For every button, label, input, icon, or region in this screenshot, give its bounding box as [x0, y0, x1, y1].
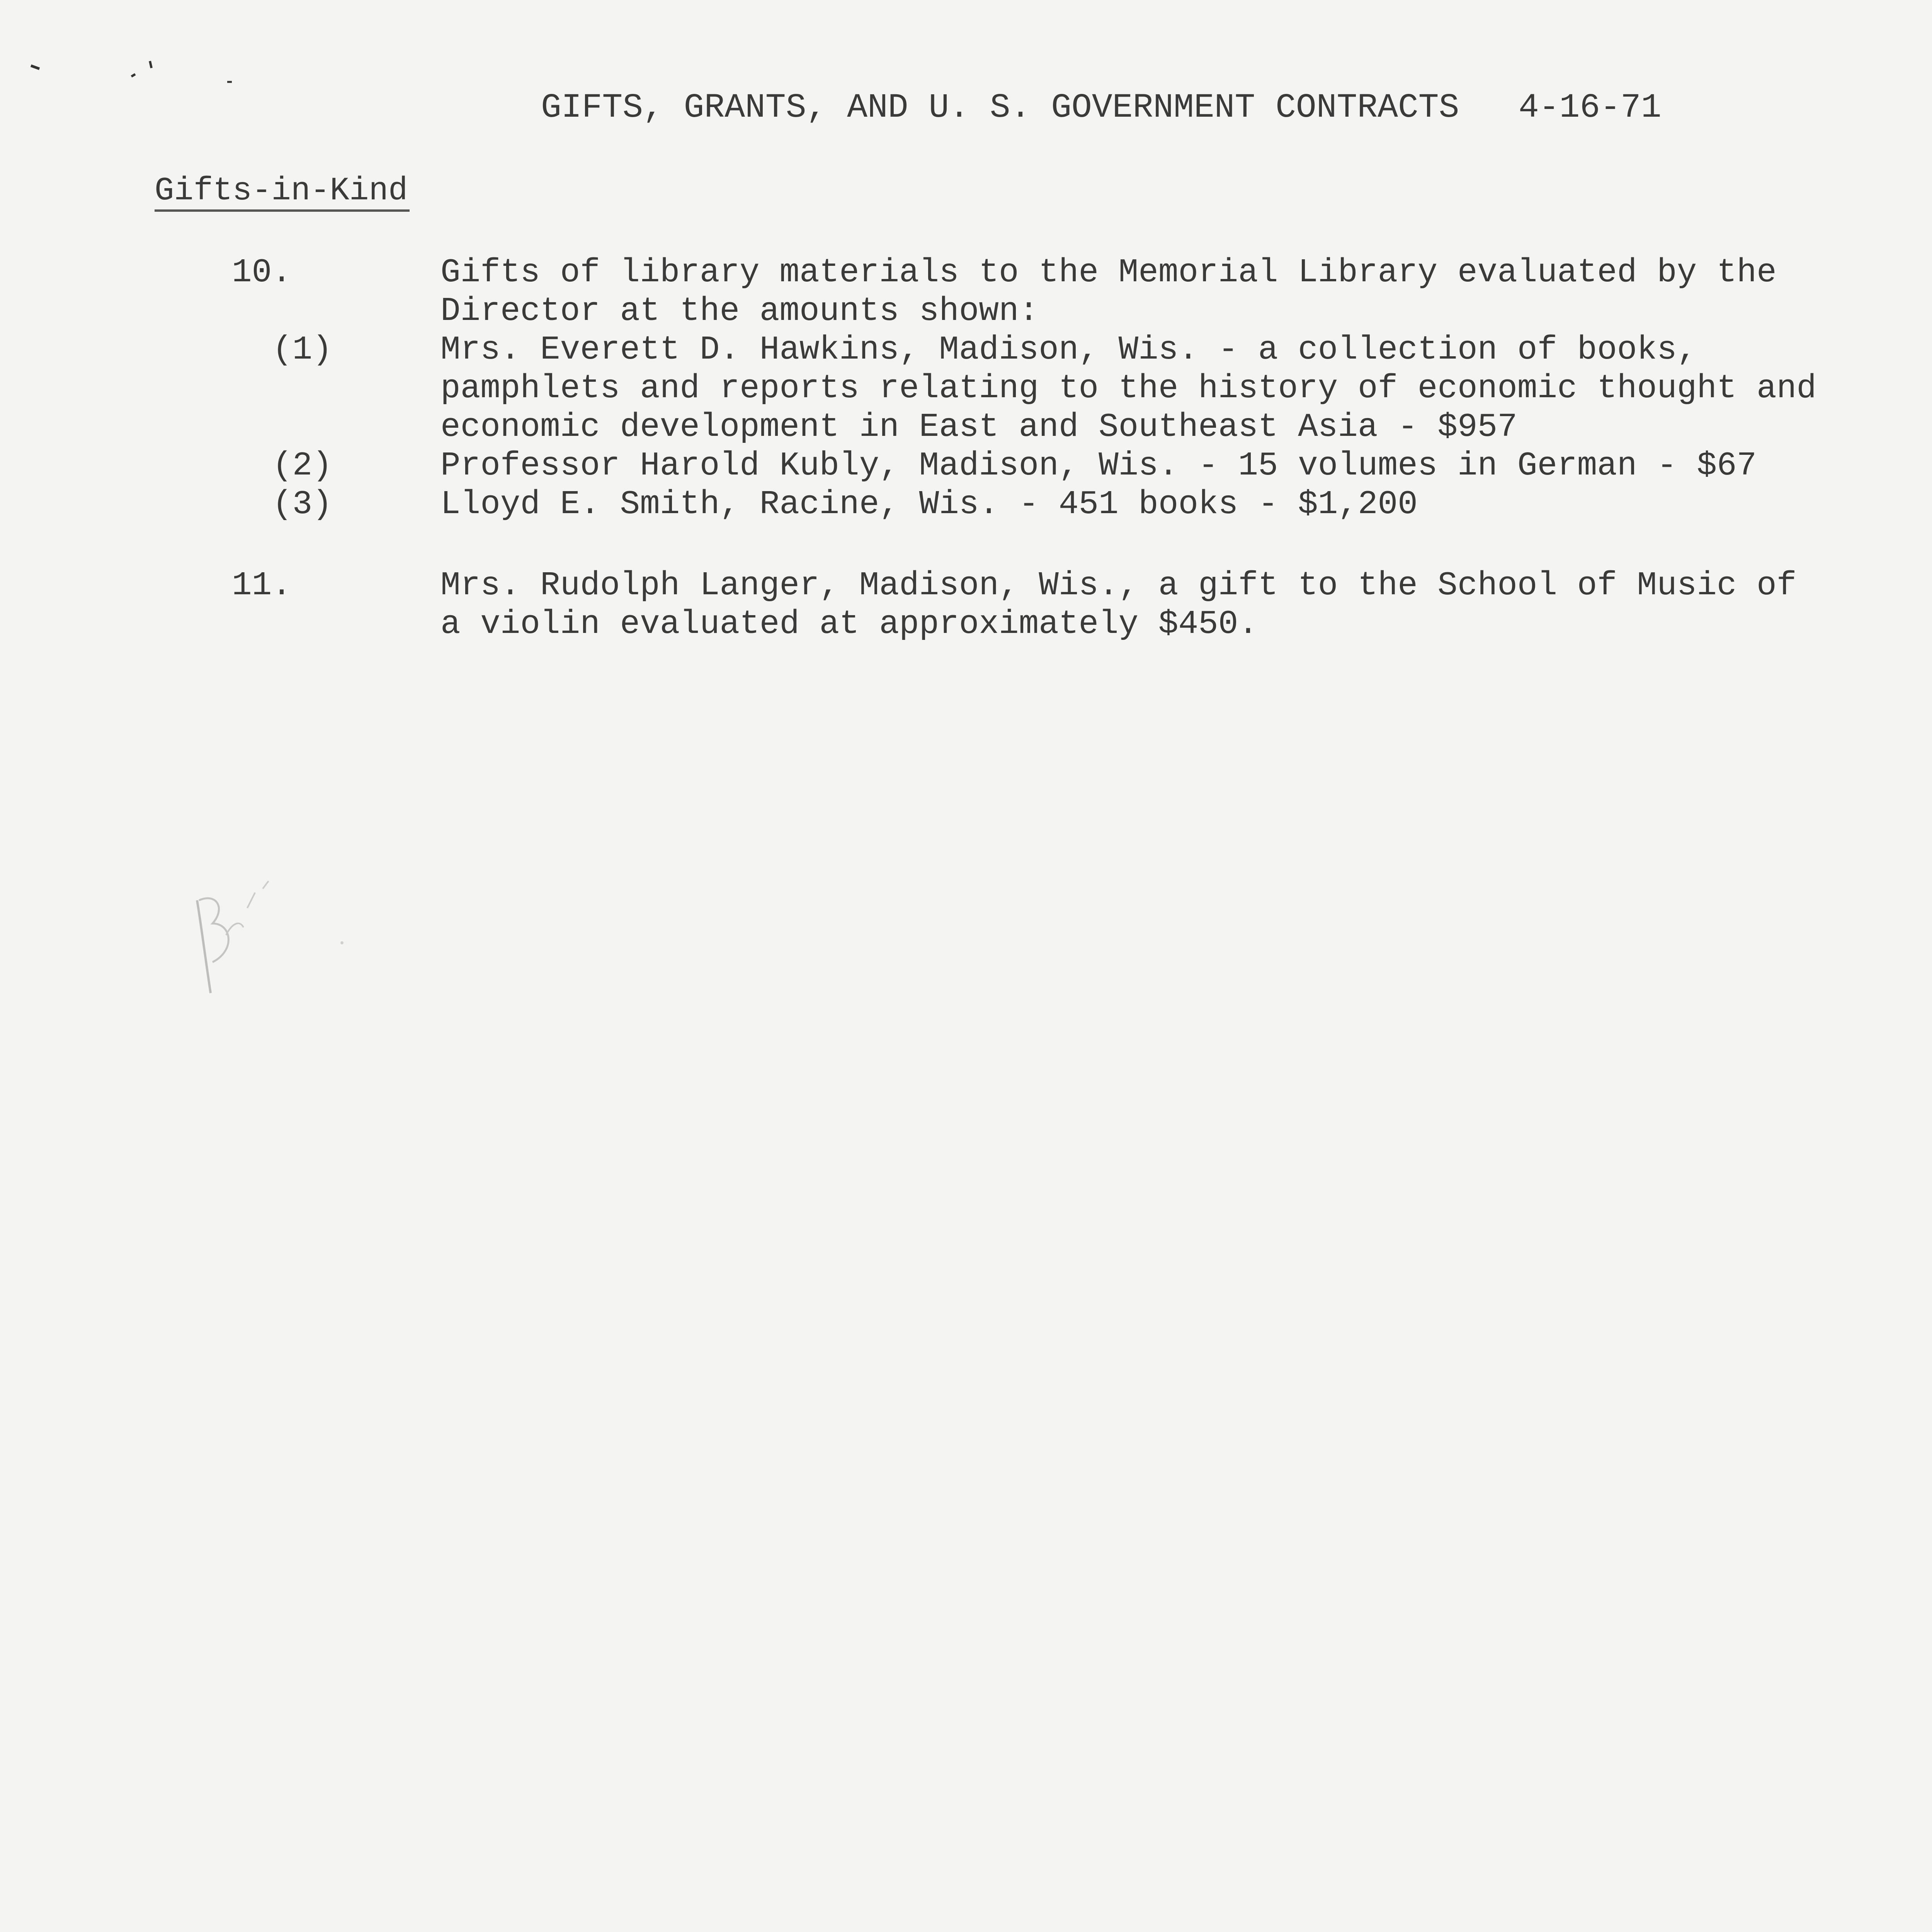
- subitem-line: pamphlets and reports relating to the history of economic thought and: [440, 369, 1816, 407]
- subitem-line: economic development in East and Southeast Asia - $957: [440, 408, 1517, 446]
- subitem-number: (3): [272, 485, 332, 523]
- item-number: 10.: [232, 253, 292, 291]
- item-number: 11.: [232, 566, 292, 604]
- subitem-line: Professor Harold Kubly, Madison, Wis. - 15 volumes in German - $67: [440, 447, 1757, 485]
- subitem-number: (1): [272, 331, 332, 369]
- page-header-date: 4-16-71: [1519, 89, 1662, 127]
- item-line: a violin evaluated at approximately $450.: [440, 605, 1258, 643]
- item-line: Mrs. Rudolph Langer, Madison, Wis., a gift to the School of Music of: [440, 566, 1797, 604]
- item-line: Gifts of library materials to the Memorial Library evaluated by the: [440, 253, 1777, 291]
- subitem-line: Lloyd E. Smith, Racine, Wis. - 451 books - $1,200: [440, 485, 1418, 523]
- corner-marks: [15, 54, 232, 89]
- item-line: Director at the amounts shown:: [440, 292, 1039, 330]
- subitem-number: (2): [272, 447, 332, 485]
- pencil-scribble: [189, 877, 344, 1024]
- section-title-underline: [155, 209, 410, 212]
- page-header-title: GIFTS, GRANTS, AND U. S. GOVERNMENT CONTRACTS: [541, 89, 1459, 127]
- section-title: Gifts-in-Kind: [155, 173, 408, 209]
- subitem-line: Mrs. Everett D. Hawkins, Madison, Wis. - a collection of books,: [440, 331, 1697, 369]
